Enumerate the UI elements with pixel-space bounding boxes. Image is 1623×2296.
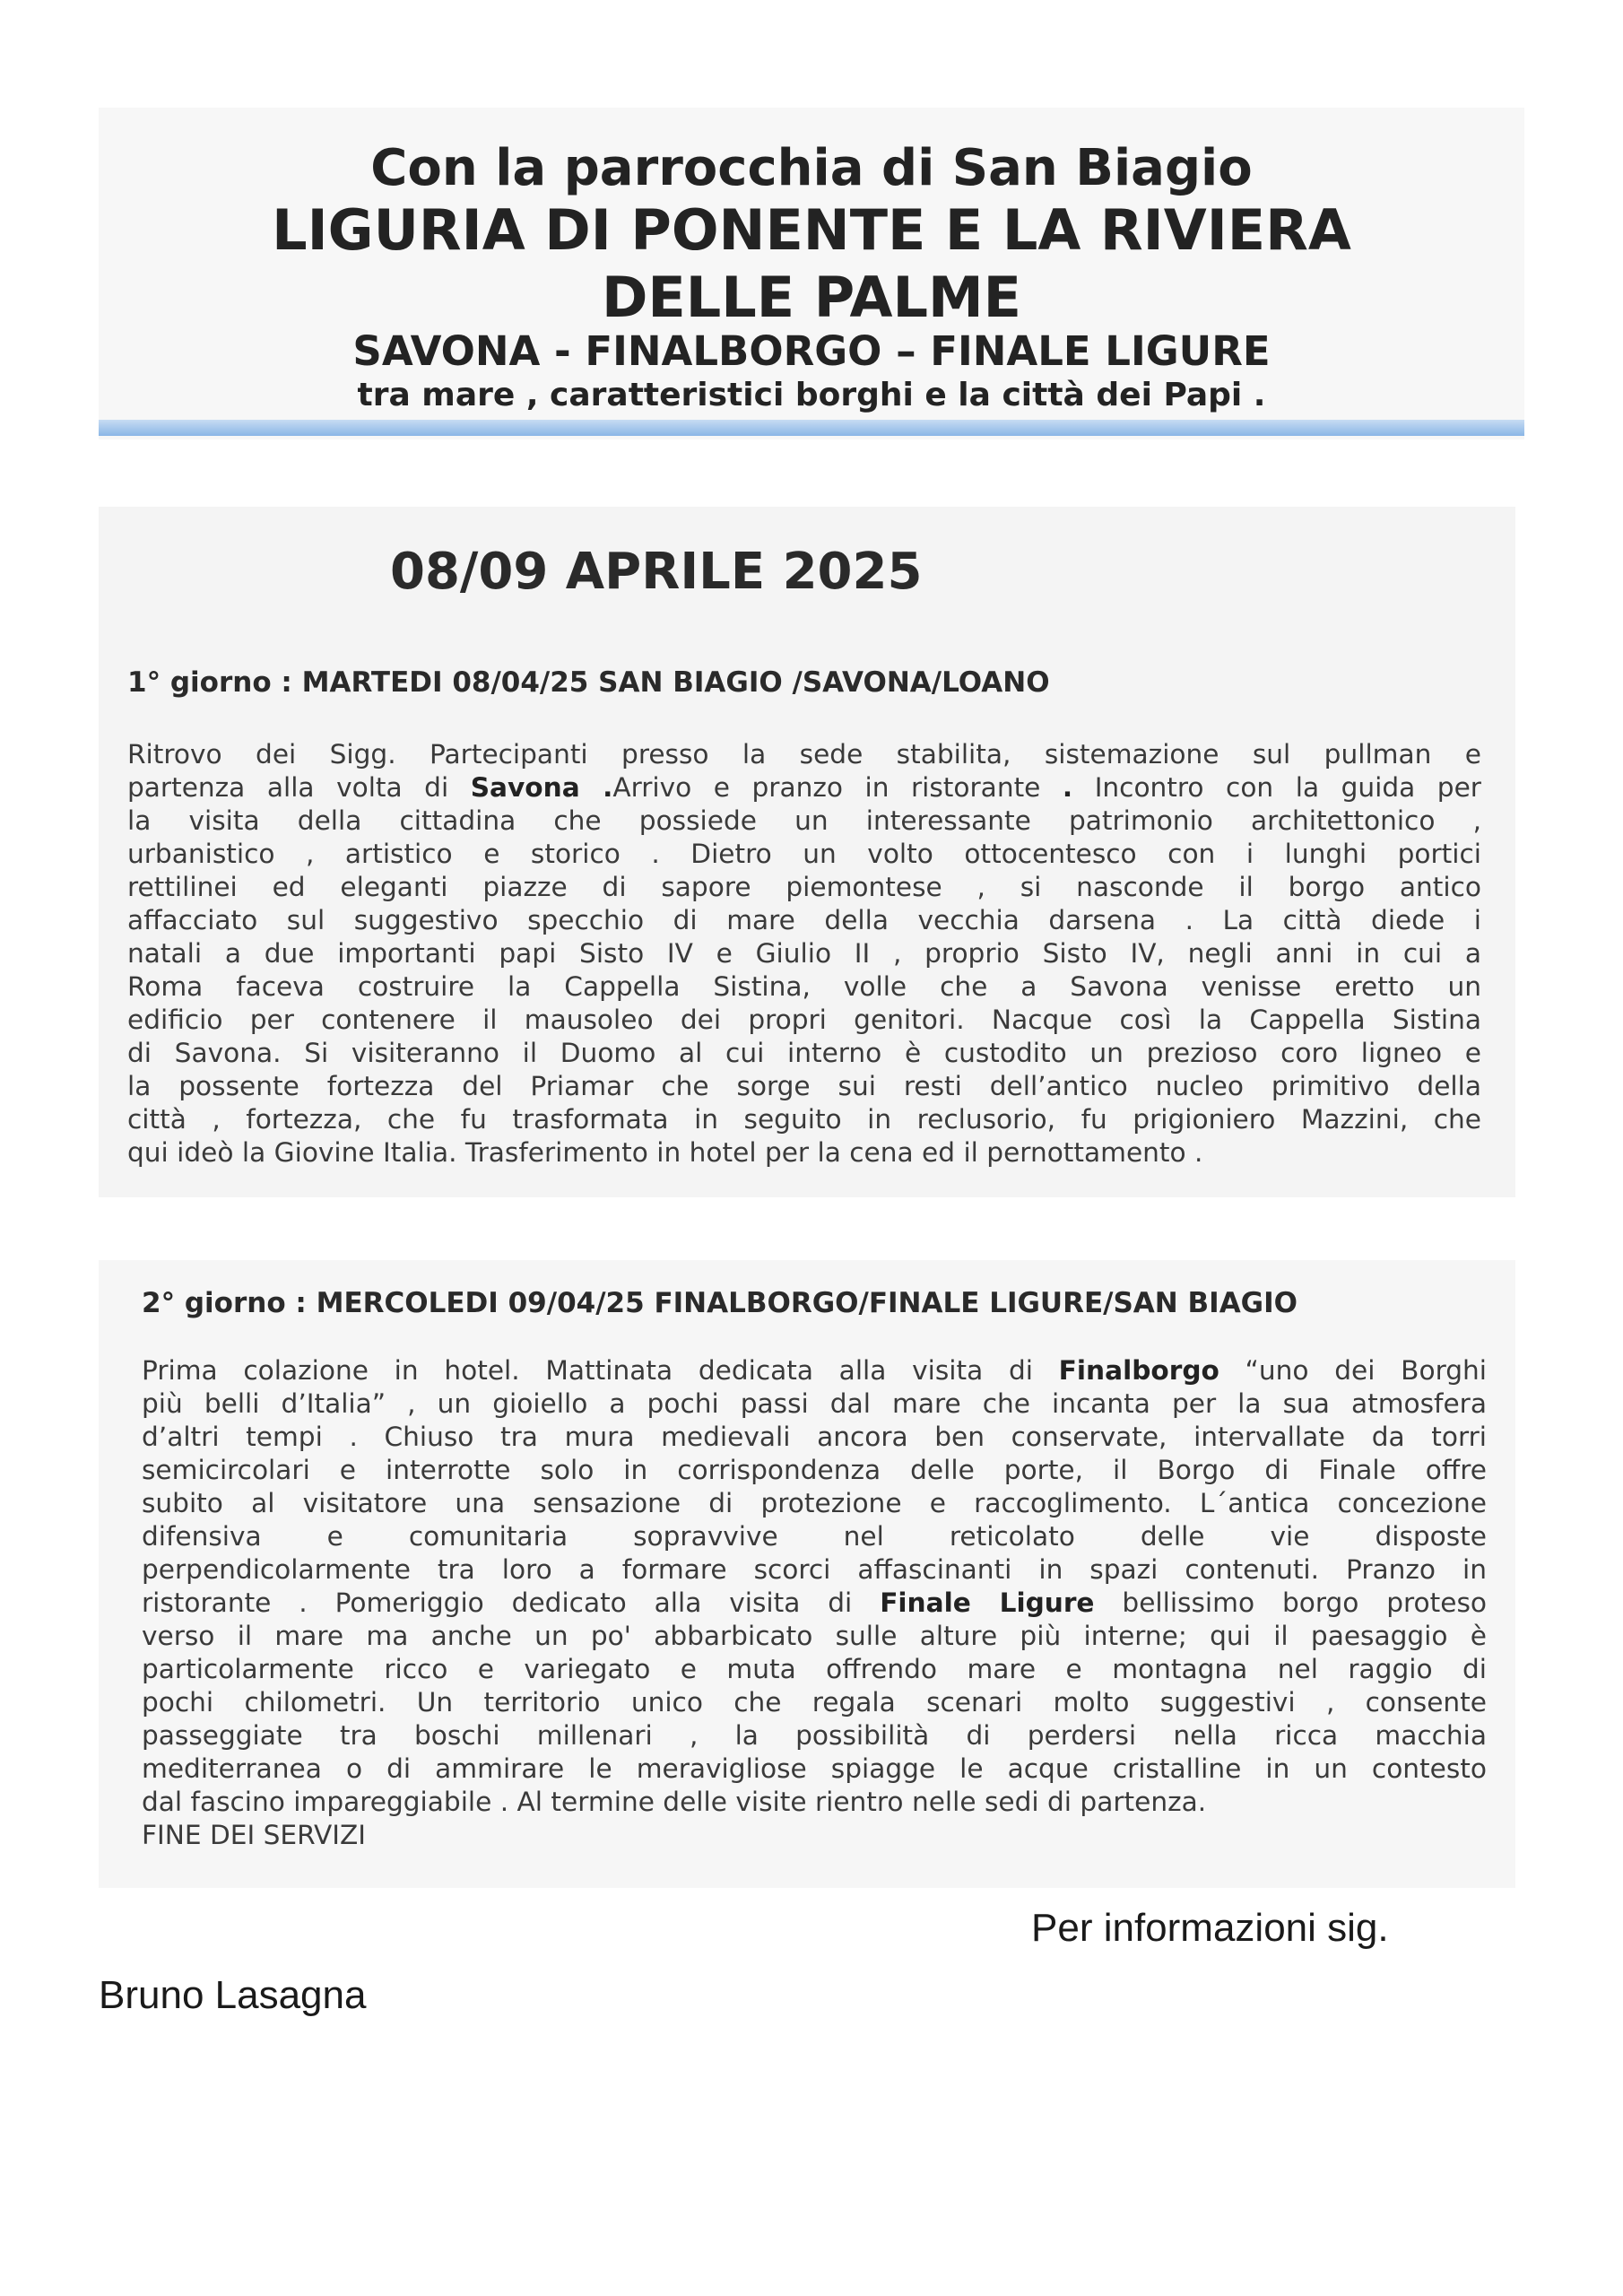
end-of-services: FINE DEI SERVIZI <box>142 1820 367 1850</box>
header-banner <box>99 108 1524 439</box>
text-line: città , fortezza, che fu trasformata in seguito in reclusorio, fu prigioniero Mazzini, che <box>127 1104 1481 1135</box>
text-line: affacciato sul suggestivo specchio di mare della vecchia darsena . La città diede i <box>127 905 1481 935</box>
text-line: Ritrovo dei Sigg. Partecipanti presso la sede stabilita, sistemazione sul pullman e <box>127 739 1481 770</box>
text-line: rettilinei ed eleganti piazze di sapore piemontese , si nasconde il borgo antico <box>127 872 1481 902</box>
day2-description <box>142 1354 1487 1852</box>
day1-panel <box>99 507 1515 1197</box>
text-line: più belli d’Italia” , un gioiello a pochi passi dal mare che incanta per la sua atmosfera <box>142 1388 1487 1419</box>
header-divider <box>99 420 1524 436</box>
text-line: qui ideò la Giovine Italia. Trasferimento in hotel per la cena ed il pernottamento . <box>127 1137 1203 1168</box>
info-label: Per informazioni sig. <box>1031 1906 1389 1950</box>
text-line: d’altri tempi . Chiuso tra mura medievali ancora ben conservate, intervallate da torri <box>142 1422 1487 1452</box>
parish-line: Con la parrocchia di San Biagio <box>370 139 1253 197</box>
text-line: dal fascino impareggiabile . Al termine delle visite rientro nelle sedi di partenza. <box>142 1787 1207 1817</box>
text-line: subito al visitatore una sensazione di protezione e raccoglimento. L´antica concezione <box>142 1488 1487 1518</box>
day2-panel <box>99 1260 1515 1888</box>
text-line: di Savona. Si visiteranno il Duomo al cui interno è custodito un prezioso coro ligneo e <box>127 1038 1481 1068</box>
text-line: verso il mare ma anche un po' abbarbicato sulle alture più interne; qui il paesaggio è <box>142 1621 1487 1651</box>
text-line: Prima colazione in hotel. Mattinata dedicata alla visita di Finalborgo “uno dei Borghi <box>142 1355 1487 1386</box>
text-line: passeggiate tra boschi millenari , la possibilità di perdersi nella ricca macchia <box>142 1720 1487 1751</box>
text-line: edificio per contenere il mausoleo dei propri genitori. Nacque così la Cappella Sistina <box>127 1004 1481 1035</box>
text-line: semicircolari e interrotte solo in corrispondenza delle porte, il Borgo di Finale offre <box>142 1455 1487 1485</box>
text-line: la visita della cittadina che possiede un interessante patrimonio architettonico , <box>127 805 1481 836</box>
text-line: particolarmente ricco e variegato e muta offrendo mare e montagna nel raggio di <box>142 1654 1487 1684</box>
text-line: perpendicolarmente tra loro a formare scorci affascinanti in spazi contenuti. Pranzo in <box>142 1554 1487 1585</box>
text-line: partenza alla volta di Savona .Arrivo e pranzo in ristorante . Incontro con la guida per <box>127 772 1481 803</box>
contact-name: Bruno Lasagna <box>99 1973 367 2017</box>
text-line: difensiva e comunitaria sopravvive nel reticolato delle vie disposte <box>142 1521 1487 1552</box>
tagline: tra mare , caratteristici borghi e la città dei Papi . <box>357 377 1266 413</box>
title-line-1: LIGURIA DI PONENTE E LA RIVIERA <box>272 197 1351 263</box>
day1-title: 1° giorno : MARTEDI 08/04/25 SAN BIAGIO /SAVONA/LOANO <box>127 666 1050 699</box>
day2-title: 2° giorno : MERCOLEDI 09/04/25 FINALBORGO/FINALE LIGURE/SAN BIAGIO <box>142 1287 1298 1319</box>
text-line: ristorante . Pomeriggio dedicato alla visita di Finale Ligure bellissimo borgo proteso <box>142 1587 1487 1618</box>
trip-dates: 08/09 APRILE 2025 <box>390 543 923 601</box>
text-line: Roma faceva costruire la Cappella Sistina, volle che a Savona venisse eretto un <box>127 971 1481 1002</box>
text-line: la possente fortezza del Priamar che sorge sui resti dell’antico nucleo primitivo della <box>127 1071 1481 1101</box>
destinations-line: SAVONA - FINALBORGO – FINALE LIGURE <box>352 327 1271 375</box>
title-line-2: DELLE PALME <box>601 265 1022 330</box>
text-line: urbanistico , artistico e storico . Dietro un volto ottocentesco con i lunghi portici <box>127 839 1481 869</box>
text-line: pochi chilometri. Un territorio unico che regala scenari molto suggestivi , consente <box>142 1687 1487 1718</box>
text-line: natali a due importanti papi Sisto IV e Giulio II , proprio Sisto IV, negli anni in cui a <box>127 938 1481 969</box>
day1-description <box>127 738 1481 1170</box>
text-line: mediterranea o di ammirare le meravigliose spiagge le acque cristalline in un contesto <box>142 1753 1487 1784</box>
